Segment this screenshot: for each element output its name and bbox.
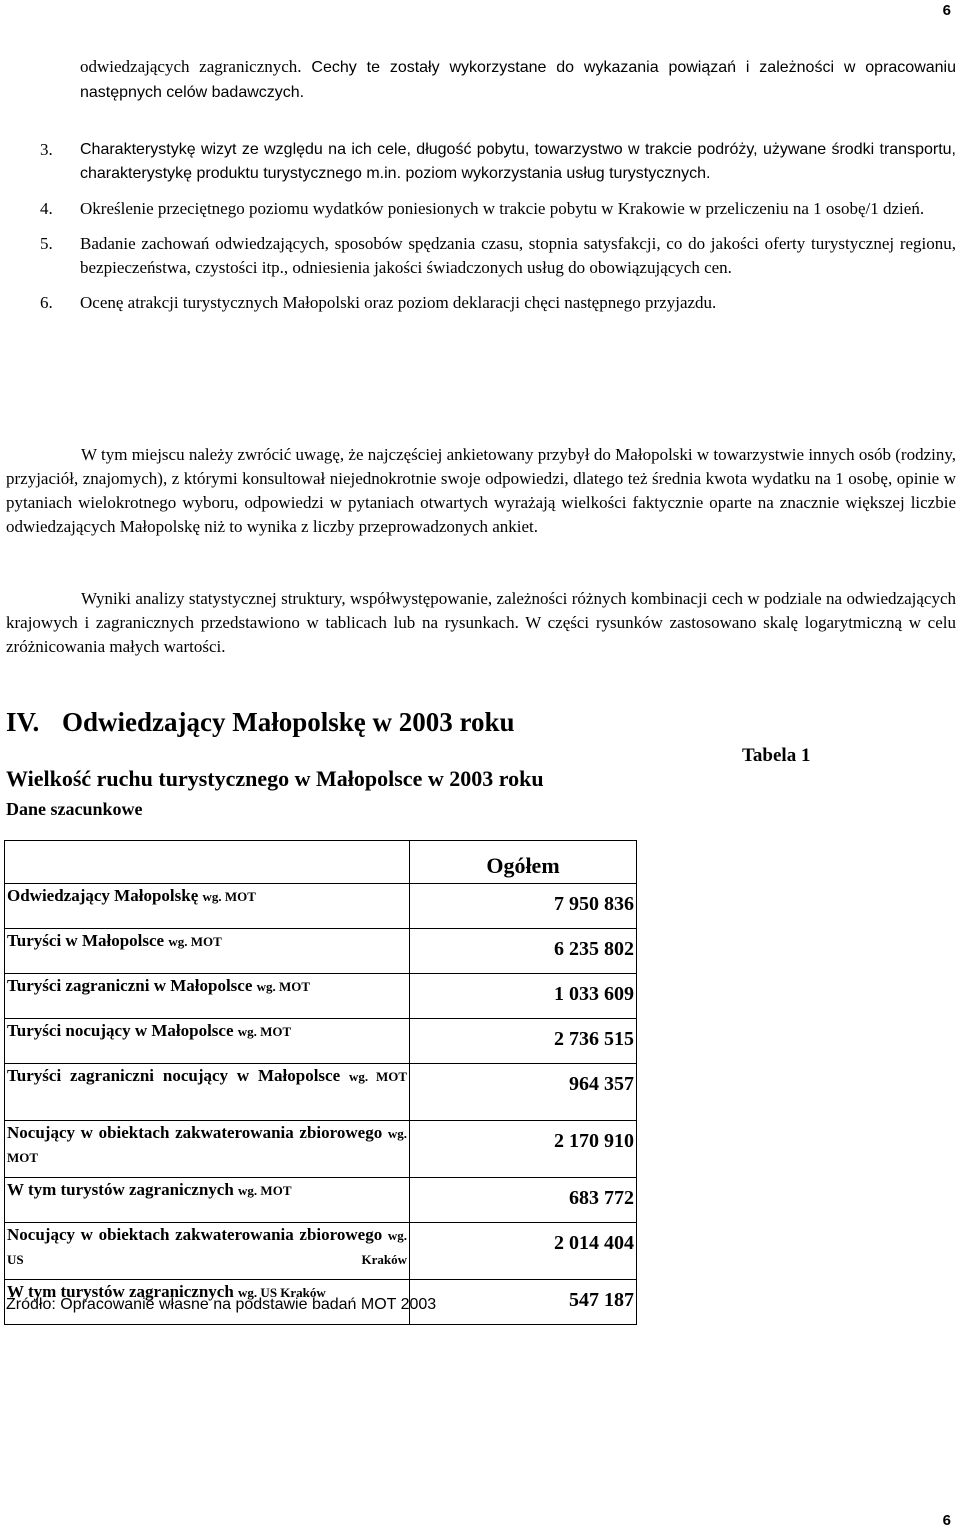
- row-value: 1 033 609: [410, 974, 637, 1019]
- table-row: [5, 1178, 637, 1223]
- list-item-number: 4.: [40, 199, 53, 218]
- continuation-part1: odwiedzających zagranicznych.: [80, 57, 302, 76]
- row-value: 6 235 802: [410, 929, 637, 974]
- tourism-table: [4, 840, 637, 1325]
- table-header-row: [5, 841, 637, 884]
- row-value: 2 170 910: [410, 1121, 637, 1178]
- table-header-total: Ogółem: [410, 841, 637, 884]
- continuation-text: [80, 55, 956, 105]
- row-label: Odwiedzający Małopolskę: [7, 886, 199, 905]
- paragraph-1: W tym miejscu należy zwrócić uwagę, że najczęściej ankietowany przybył do Małopolski w towarzystwie innych osób (rodziny, przyjaciół, znajomych), z którymi konsultował niejednokrotnie swoje odpowiedzi, dlatego też średnia kwota wydatku na 1 osobę, opinie w pytaniach wielokrotnego wyboru, odpowiedzi w pytaniach otwartych wyrażają wielkości faktycznie oparte na znacznie większej liczbie odwiedzających Małopolskę niż to wynika z liczby przeprowadzonych ankiet.: [6, 445, 956, 536]
- list-item-number: 6.: [40, 293, 53, 312]
- list-item: [40, 197, 956, 221]
- section-title: Odwiedzający Małopolskę w 2003 roku: [62, 707, 515, 737]
- source-note: Źródło: Opracowanie własne na podstawie badań MOT 2003: [6, 1296, 437, 1313]
- objectives-list: [40, 138, 956, 326]
- row-label-cell: [5, 1223, 410, 1280]
- row-value: 7 950 836: [410, 884, 637, 929]
- table-row: [5, 884, 637, 929]
- table-row: [5, 1223, 637, 1280]
- table-title: Wielkość ruchu turystycznego w Małopolsce w 2003 roku: [6, 766, 544, 791]
- list-item-text: Określenie przeciętnego poziomu wydatków poniesionych w trakcie pobytu w Krakowie w przeliczeniu na 1 osobę/1 dzień.: [80, 199, 925, 218]
- row-label-cell: [5, 884, 410, 929]
- list-item-number: 5.: [40, 234, 53, 253]
- page-number-bottom: 6: [942, 1512, 951, 1529]
- row-label: Turyści w Małopolsce: [7, 931, 165, 950]
- section-number: IV.: [6, 707, 40, 737]
- row-value: 683 772: [410, 1178, 637, 1223]
- row-label: Nocujący w obiektach zakwaterowania zbiorowego: [7, 1123, 383, 1142]
- row-label-suffix: wg. MOT: [237, 1024, 292, 1039]
- row-value: 964 357: [410, 1064, 637, 1121]
- row-label: W tym turystów zagranicznych: [7, 1282, 234, 1301]
- row-label-suffix: wg. MOT: [168, 934, 222, 949]
- table-subtitle: Dane szacunkowe: [6, 799, 143, 819]
- list-item-number: 3.: [40, 140, 53, 159]
- row-label-suffix: wg. US Kraków: [7, 1228, 408, 1267]
- list-item-text: Badanie zachowań odwiedzających, sposobów spędzania czasu, stopnia satysfakcji, co do jakości oferty turystycznej regionu, bezpieczeństwa, czystości itp., odniesienia jakości świadczonych usług do obowiązujących cen.: [80, 234, 956, 277]
- table-header-empty-cell: [5, 841, 410, 884]
- row-value: 547 187: [410, 1280, 637, 1325]
- row-label-suffix: wg. US Kraków: [238, 1285, 326, 1300]
- row-label-suffix: wg. MOT: [238, 1183, 292, 1198]
- row-label-suffix: wg. MOT: [256, 979, 311, 994]
- table-row: [5, 974, 637, 1019]
- row-label-cell: [5, 929, 410, 974]
- row-label-suffix: wg. MOT: [7, 1126, 408, 1165]
- list-item-text: Charakterystykę wizyt ze względu na ich cele, długość pobytu, towarzystwo w trakcie podróży, używane środki transportu, charakterystykę produktu turystycznego m.in. poziom wykorzystania usług turystycznych.: [80, 141, 956, 182]
- list-item: [40, 291, 956, 315]
- row-label-cell: [5, 1019, 410, 1064]
- row-label-cell: [5, 1121, 410, 1178]
- row-label: Turyści zagraniczni nocujący w Małopolsce: [7, 1066, 341, 1085]
- row-label-cell: [5, 1178, 410, 1223]
- row-label-cell: [5, 974, 410, 1019]
- row-label: Nocujący w obiektach zakwaterowania zbiorowego: [7, 1225, 383, 1244]
- row-label: Turyści zagraniczni w Małopolsce: [7, 976, 253, 995]
- row-value: 2 736 515: [410, 1019, 637, 1064]
- table-label: Tabela 1: [742, 745, 811, 766]
- table-row: [5, 1064, 637, 1121]
- table-row: [5, 1121, 637, 1178]
- list-item-text: Ocenę atrakcji turystycznych Małopolski oraz poziom deklaracji chęci następnego przyjazdu.: [80, 293, 717, 312]
- list-item: [40, 232, 956, 280]
- table-row: [5, 1019, 637, 1064]
- row-label: W tym turystów zagranicznych: [7, 1180, 234, 1199]
- section-heading: [6, 707, 515, 738]
- page-number-top: 6: [942, 2, 951, 19]
- continuation-part2: Cechy te zostały wykorzystane do wykazania powiązań i zależności w opracowaniu następnych celów badawczych.: [80, 59, 956, 101]
- row-label: Turyści nocujący w Małopolsce: [7, 1021, 234, 1040]
- row-label-suffix: wg. MOT: [348, 1069, 407, 1084]
- row-value: 2 014 404: [410, 1223, 637, 1280]
- table-row: [5, 929, 637, 974]
- paragraph-2: Wyniki analizy statystycznej struktury, współwystępowanie, zależności różnych kombinacji cech w podziale na odwiedzających krajowych i zagranicznych przedstawiono w tablicach lub na rysunkach. W części rysunków zastosowano skalę logarytmiczną w celu zróżnicowania małych wartości.: [6, 589, 956, 656]
- row-label-suffix: wg. MOT: [202, 889, 256, 904]
- list-item: [40, 138, 956, 186]
- row-label-cell: [5, 1064, 410, 1121]
